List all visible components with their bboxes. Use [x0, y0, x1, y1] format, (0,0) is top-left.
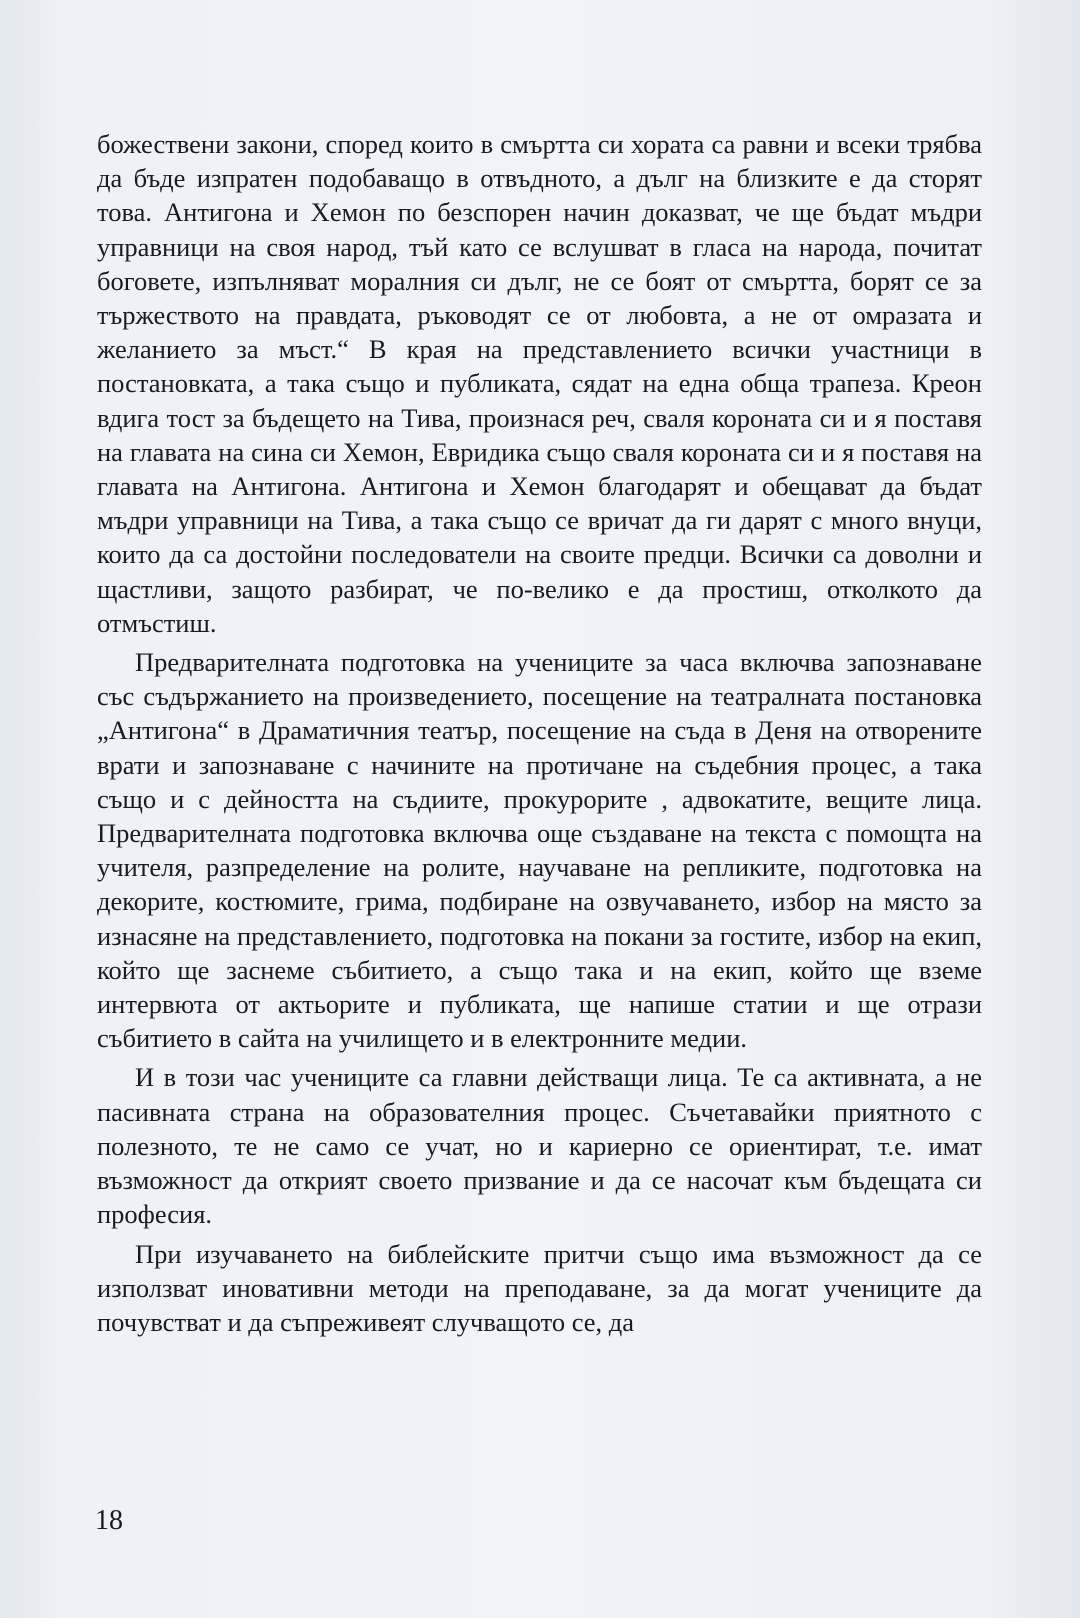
page-number: 18 — [95, 1505, 123, 1536]
paragraph-students-role: И в този час учениците са главни действащи лица. Те са активната, а не пасивната страна на образователния процес. Съчетавайки приятното с полезното, те не само се учат, но и кариерно се ориентират, т.е. имат възможност да открият своето призвание и да се насочат към бъдещата си професия. — [97, 1062, 982, 1230]
body-text — [97, 127, 982, 1344]
paragraph-continuation: божествени закони, според които в смъртта си хората са равни и всеки трябва да бъде изпратен подобаващо в отвъдното, а дълг на близките е да сторят това. Антигона и Хемон по безспорен начин доказват, че ще бъдат мъдри управници на своя народ, тъй като се вслушват в гласа на народа, почитат боговете, изпълняват моралния си дълг, не се боят от смъртта, борят се за тържеството на правдата, ръководят се от любовта, а не от омразата и желанието за мъст.“ В края на представлението всички участници в постановката, а така също и публиката, сядат на една обща трапеза. Креон вдига тост за бъдещето на Тива, произнася реч, сваля короната си и я поставя на главата на сина си Хемон, Евридика също сваля короната си и я поставя на главата на Антигона. Антигона и Хемон благодарят и обещават да бъдат мъдри управници на Тива, а така също се вричат да ги дарят с много внуци, които да са достойни последователи на своите предци. Всички са доволни и щастливи, защото разбират, че по-велико е да простиш, отколкото да отмъстиш. — [97, 129, 982, 638]
paragraph-preparation: Предварителната подготовка на учениците за часа включва запознаване със съдържанието на произведението, посещение на театралната постановка „Антигона“ в Драматичния театър, посещение на съда в Деня на отворените врати и запознаване с начините на протичане на съдебния процес, а така също и с дейността на съдиите, прокурорите , адвокатите, вещите лица. Предварителната подготовка включва още създаване на текста с помощта на учителя, разпределение на ролите, научаване на репликите, подготовка на декорите, костюмите, грима, подбиране на озвучаването, избор на място за изнасяне на представлението, подготовка на покани за гостите, избор на екип, който ще заснеме събитието, а също така и на екип, който ще вземе интервюта от актьорите и публиката, ще напише статии и ще отрази събитието в сайта на училището и в електронните медии. — [97, 647, 982, 1054]
paragraph-bible-parables: При изучаването на библейските притчи също има възможност да се използват иновативни методи на преподаване, за да могат учениците да почувстват и да съпреживеят случващото се, да — [97, 1238, 982, 1337]
